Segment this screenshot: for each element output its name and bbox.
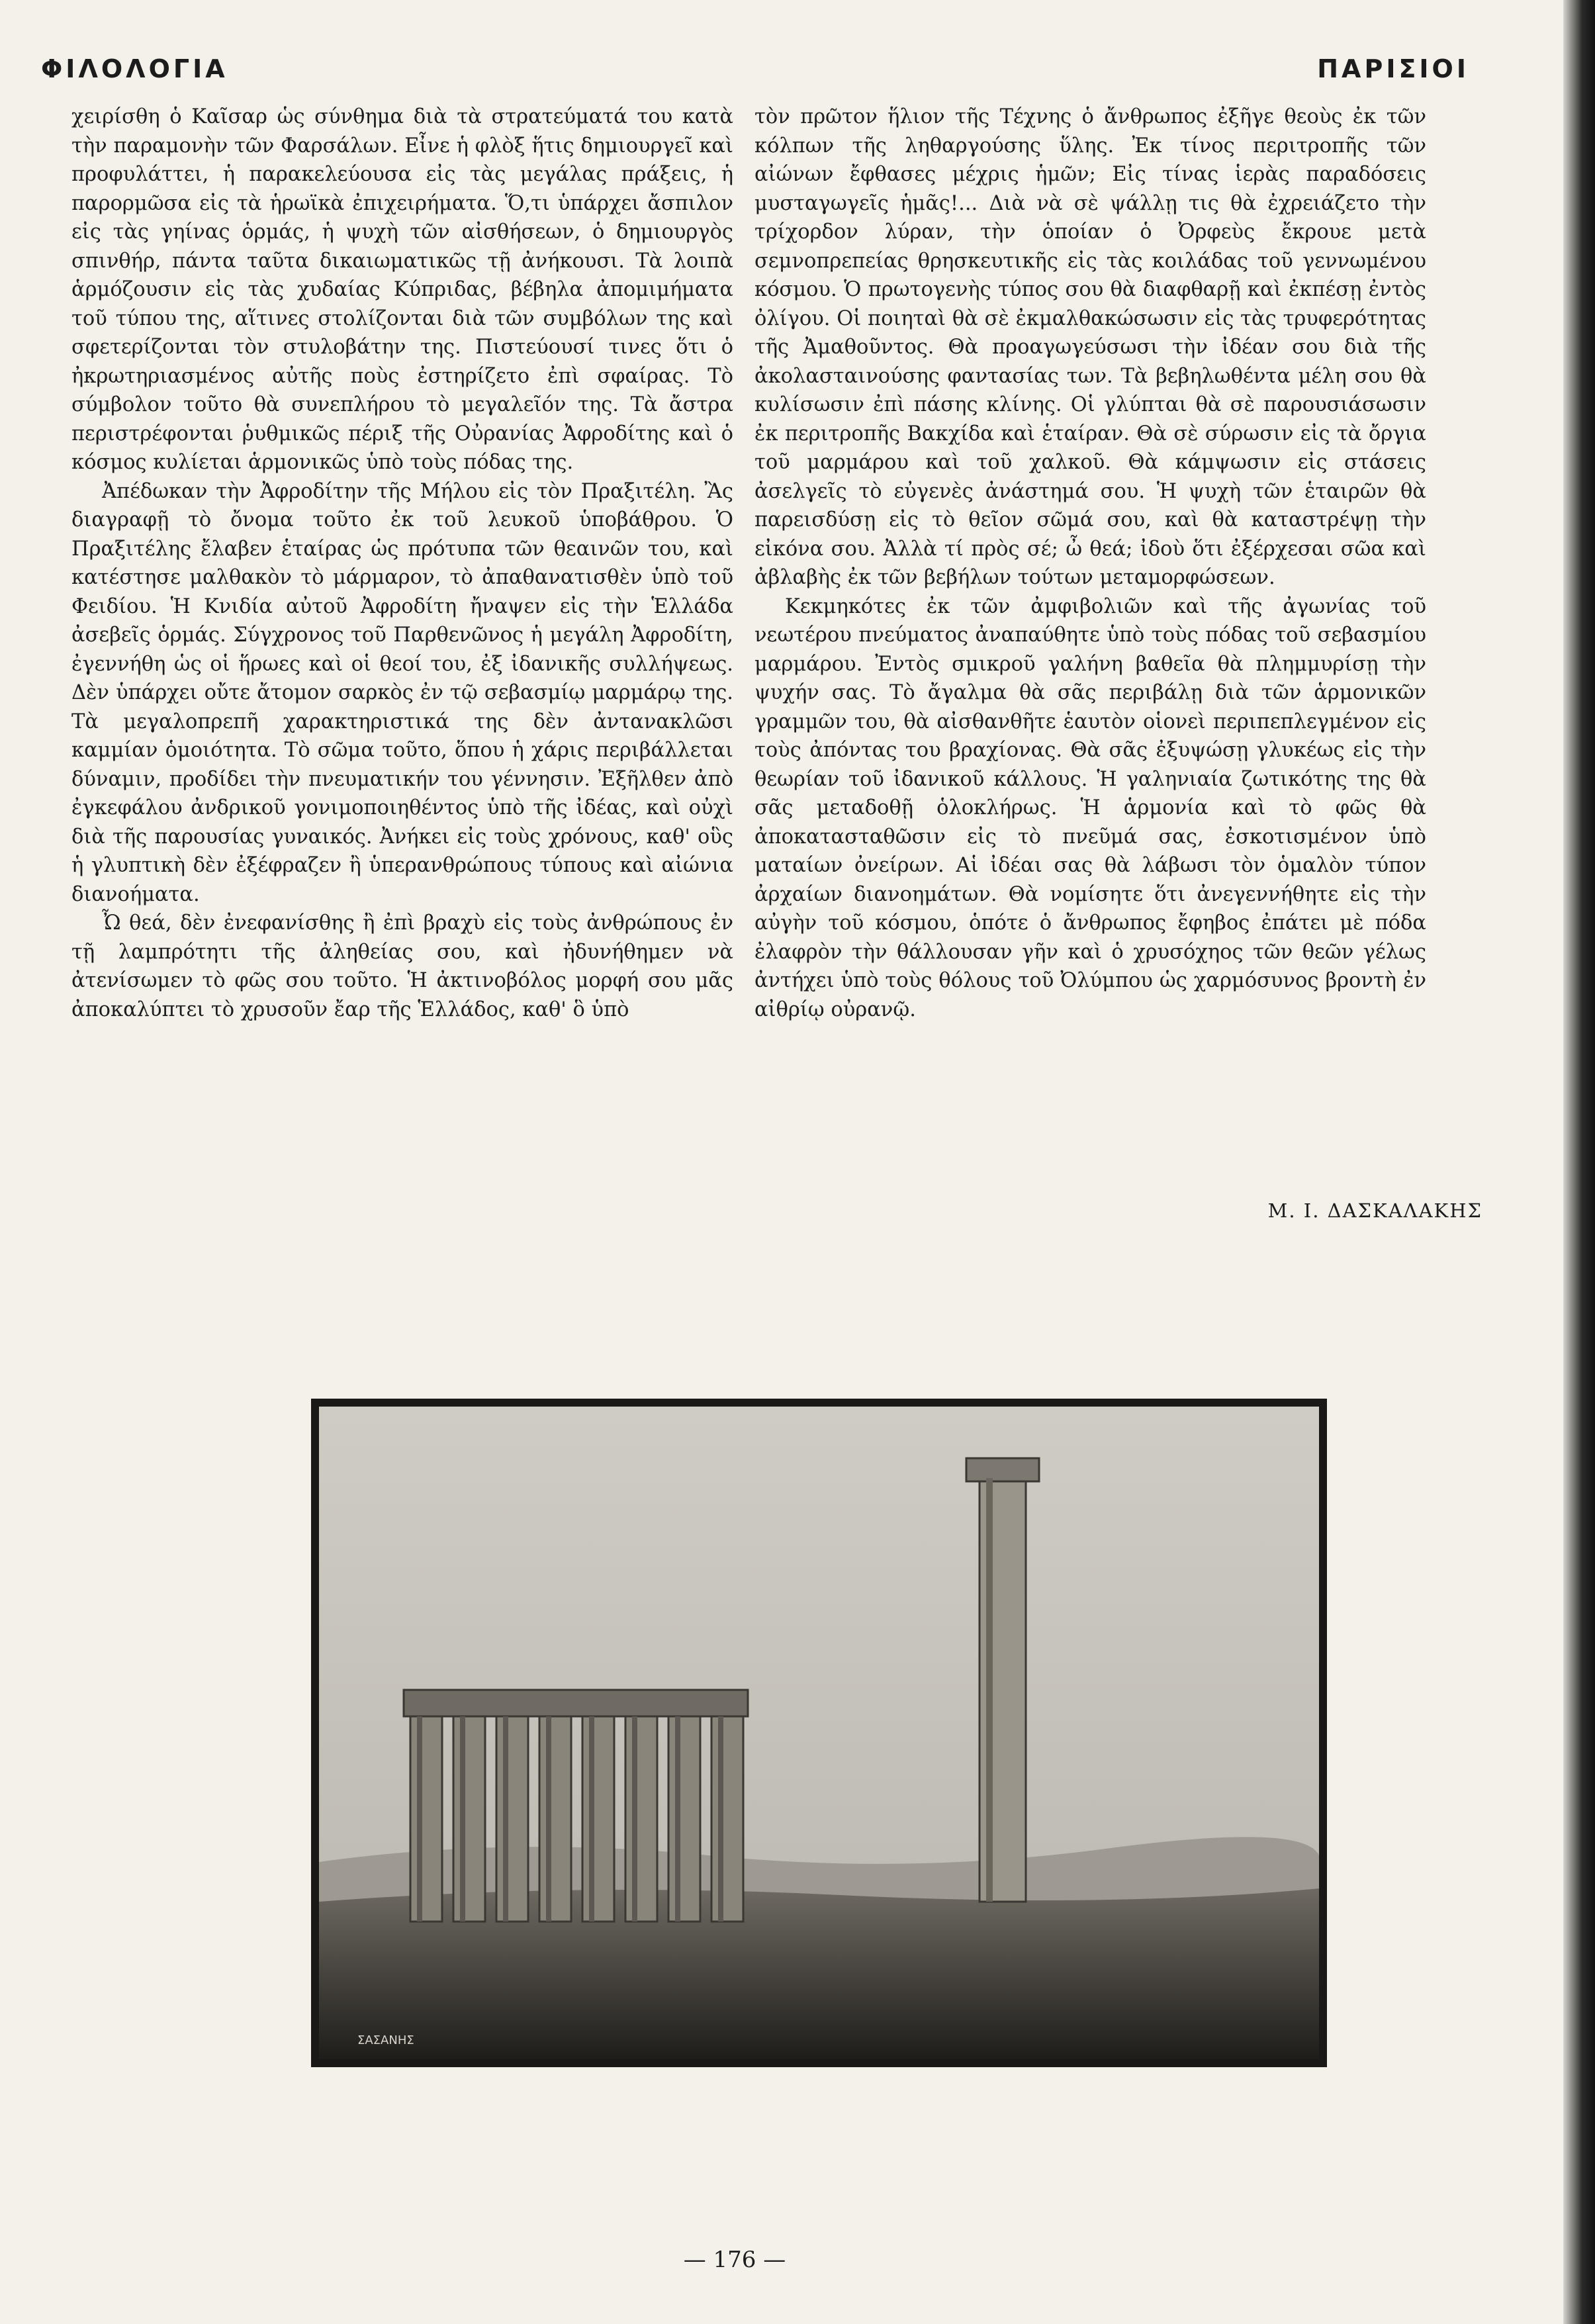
temple-of-olympian-zeus-photo (311, 1399, 1327, 2067)
paragraph: Ἀπέδωκαν τὴν Ἀφροδίτην τῆς Μήλου εἰς τὸν Πραξιτέλη. Ἂς διαγραφῇ τὸ ὄνομα τοῦτο ἐκ τοῦ λευκοῦ ὑποβάθρου. Ὁ Πραξιτέλης ἔλαβεν ἑταίρας ὡς πρότυπα τῶν θεαινῶν του, καὶ κατέστησε μαλθακὸν τὸ μάρμαρον, τὸ ἀπαθανατισθὲν ὑπὸ τοῦ Φειδίου. Ἡ Κνιδία αὐτοῦ Ἀφροδίτη ἤναψεν εἰς τὴν Ἑλλάδα ἀσεβεῖς ὁρμάς. Σύγχρονος τοῦ Παρθενῶνος ἡ μεγάλη Ἀφροδίτη, ἐγεννήθη ὡς οἱ ἥρωες καὶ οἱ θεοί του, ἐξ ἰδανικῆς συλλήψεως. Δὲν ὑπάρχει οὔτε ἄτομον σαρκὸς ἐν τῷ σεβασμίῳ μαρμάρῳ της. Τὰ μεγαλοπρεπῆ χαρακτηριστικά της δὲν ἀντανακλῶσι καμμίαν ὁμοιότητα. Τὸ σῶμα τοῦτο, ὅπου ἡ χάρις περιβάλλεται δύναμιν, προδίδει τὴν πνευματικήν του γέννησιν. Ἐξῆλθεν ἀπὸ ἐγκεφάλου ἀνδρικοῦ γονιμοποιηθέντος ὑπὸ τῆς ἰδέας, καὶ οὐχὶ διὰ τῆς παρουσίας γυναικός. Ἀνήκει εἰς τοὺς χρόνους, καθ' οὓς ἡ γλυπτικὴ δὲν ἐξέφραζεν ἢ ὑπερανθρώπους τύπους καὶ αἰώνια διανοήματα. (71, 479, 733, 906)
author-signature: Μ. Ι. ΔΑΣΚΑΛΑΚΗΣ (1267, 1199, 1482, 1222)
photo-credit: ΣΑΣΑΝΗΣ (357, 2033, 414, 2047)
paragraph: Κεκμηκότες ἐκ τῶν ἀμφιβολιῶν καὶ τῆς ἀγωνίας τοῦ νεωτέρου πνεύματος ἀναπαύθητε ὑπὸ τοὺς πόδας τοῦ σεβασμίου μαρμάρου. Ἐντὸς σμικροῦ γαλήνη βαθεῖα θὰ πλημμυρίσῃ τὴν ψυχήν σας. Τὸ ἄγαλμα θὰ σᾶς περιβάλῃ διὰ τῶν ἁρμονικῶν γραμμῶν του, θὰ αἰσθανθῆτε ἑαυτὸν οἱονεὶ περιπεπλεγμένον εἰς τοὺς ἀπόντας του βραχίονας. Θὰ σᾶς ἐξυψώσῃ γλυκέως εἰς τὴν θεωρίαν τοῦ ἰδανικοῦ κάλλους. Ἡ γαληνιαία ζωτικότης της θὰ σᾶς μεταδοθῇ ὁλοκλήρως. Ἡ ἁρμονία καὶ τὸ φῶς θὰ ἀποκατασταθῶσιν εἰς τὸ πνεῦμά σας, ἐσκοτισμένον ὑπὸ ματαίων ὀνείρων. Αἱ ἰδέαι σας θὰ λάβωσι τὸν ὁμαλὸν τύπον ἀρχαίων διανοημάτων. Θὰ νομίσητε ὅτι ἀνεγεννήθητε εἰς τὴν αὐγὴν τοῦ κόσμου, ὁπότε ὁ ἄνθρωπος ἔφηβος ἐπάτει μὲ πόδα ἐλαφρὸν τὴν θάλλουσαν γῆν καὶ ὁ χρυσόχηος τῶν θεῶν γέλως ἀντήχει ὑπὸ τοὺς θόλους τοῦ Ὀλύμπου ὡς χαρμόσυνος βροντὴ ἐν αἰθρίῳ οὐρανῷ. (754, 594, 1426, 1021)
right-text-column (754, 103, 1426, 1024)
page-binding-edge (1563, 0, 1595, 2324)
paragraph: Ὦ θεά, δὲν ἐνεφανίσθης ἢ ἐπὶ βραχὺ εἰς τοὺς ἀνθρώπους ἐν τῇ λαμπρότητι τῆς ἀληθείας σου, καὶ ἠδυνήθημεν νὰ ἀτενίσωμεν τὸ φῶς σου τοῦτο. Ἡ ἀκτινοβόλος μορφή σου μᾶς ἀποκαλύπτει τὸ χρυσοῦν ἔαρ τῆς Ἑλλάδος, καθ' ὃ ὑπὸ (71, 911, 733, 1021)
page-number: — 176 — (683, 2247, 786, 2273)
magazine-header: ΠΑΡΙΣΙΟΙ (1317, 54, 1469, 83)
left-text-column (71, 103, 733, 1024)
section-header: ΦΙΛΟΛΟΓΙΑ (41, 54, 228, 83)
paragraph: τὸν πρῶτον ἥλιον τῆς Τέχνης ὁ ἄνθρωπος ἐξῆγε θεοὺς ἐκ τῶν κόλπων τῆς ληθαργούσης ὕλης. Ἐκ τίνος περιτροπῆς τῶν αἰώνων ἔφθασες μέχρις ἡμῶν; Εἰς τίνας ἱερὰς παραδόσεις μυσταγωγεῖς ἡμᾶς!... Διὰ νὰ σὲ ψάλλῃ τις θὰ ἐχρειάζετο τὴν τρίχορδον λύραν, τὴν ὁποίαν ὁ Ὀρφεὺς ἔκρουε μετὰ σεμνοπρεπείας θρησκευτικῆς εἰς τὰς κοιλάδας τοῦ γεννωμένου κόσμου. Ὁ πρωτογενὴς τύπος σου θὰ διαφθαρῇ καὶ ἐκπέσῃ ἐντὸς ὀλίγου. Οἱ ποιηταὶ θὰ σὲ ἐκμαλθακώσωσιν εἰς τὰς τρυφερότητας τῆς Ἀμαθοῦντος. Θὰ προαγωγεύσωσι τὴν ἰδέαν σου διὰ τῆς ἀκολασταινούσης φαντασίας των. Τὰ βεβηλωθέντα μέλη σου θὰ κυλίσωσιν ἐπὶ πάσης κλίνης. Οἱ γλύπται θὰ σὲ παρουσιάσωσιν ἐκ περιτροπῆς Βακχίδα καὶ ἑταίραν. Θὰ σὲ σύρωσιν εἰς τὰ ὄργια τοῦ μαρμάρου καὶ τοῦ χαλκοῦ. Θὰ κάμψωσιν εἰς στάσεις ἀσελγεῖς τὸ εὐγενὲς ἀνάστημά σου. Ἡ ψυχὴ τῶν ἑταιρῶν θὰ παρεισδύσῃ εἰς τὸ θεῖον σῶμά σου, καὶ θὰ καταστρέψῃ τὴν εἰκόνα σου. Ἀλλὰ τί πρὸς σέ; ὦ θεά; ἰδοὺ ὅτι ἐξέρχεσαι σῶα καὶ ἀβλαβὴς ἐκ τῶν βεβήλων τούτων μεταμορφώσεων. (754, 105, 1426, 589)
paragraph: χειρίσθη ὁ Καῖσαρ ὡς σύνθημα διὰ τὰ στρατεύματά του κατὰ τὴν παραμονὴν τῶν Φαρσάλων. Εἶνε ἡ φλὸξ ἥτις δημιουργεῖ καὶ προφυλάττει, ἡ παρακελεύουσα εἰς τὰς μεγάλας πράξεις, ἡ παρορμῶσα εἰς τὰ ἡρωϊκὰ ἐπιχειρήματα. Ὅ,τι ὑπάρχει ἄσπιλον εἰς τὰς γηίνας ὁρμάς, ἡ ψυχὴ τῶν αἰσθήσεων, ὁ δημιουργὸς σπινθήρ, πάντα ταῦτα δικαιωματικῶς τῇ ἀνήκουσι. Τὰ λοιπὰ ἁρμόζουσιν εἰς τὰς χυδαίας Κύπριδας, βέβηλα ἀπομιμήματα τοῦ τύπου της, αἵτινες στολίζονται διὰ τῶν συμβόλων της καὶ σφετερίζονται τὸν στυλοβάτην της. Πιστεύουσί τινες ὅτι ὁ ἠκρωτηριασμένος αὐτῆς ποὺς ἐστηρίζετο ἐπὶ σφαίρας. Τὸ σύμβολον τοῦτο θὰ συνεπλήρου τὸ μεγαλεῖόν της. Τὰ ἄστρα περιστρέφονται ῥυθμικῶς πέριξ τῆς Οὐρανίας Ἀφροδίτης καὶ ὁ κόσμος κυλίεται ἁρμονικῶς ὑπὸ τοὺς πόδας της. (71, 105, 733, 474)
